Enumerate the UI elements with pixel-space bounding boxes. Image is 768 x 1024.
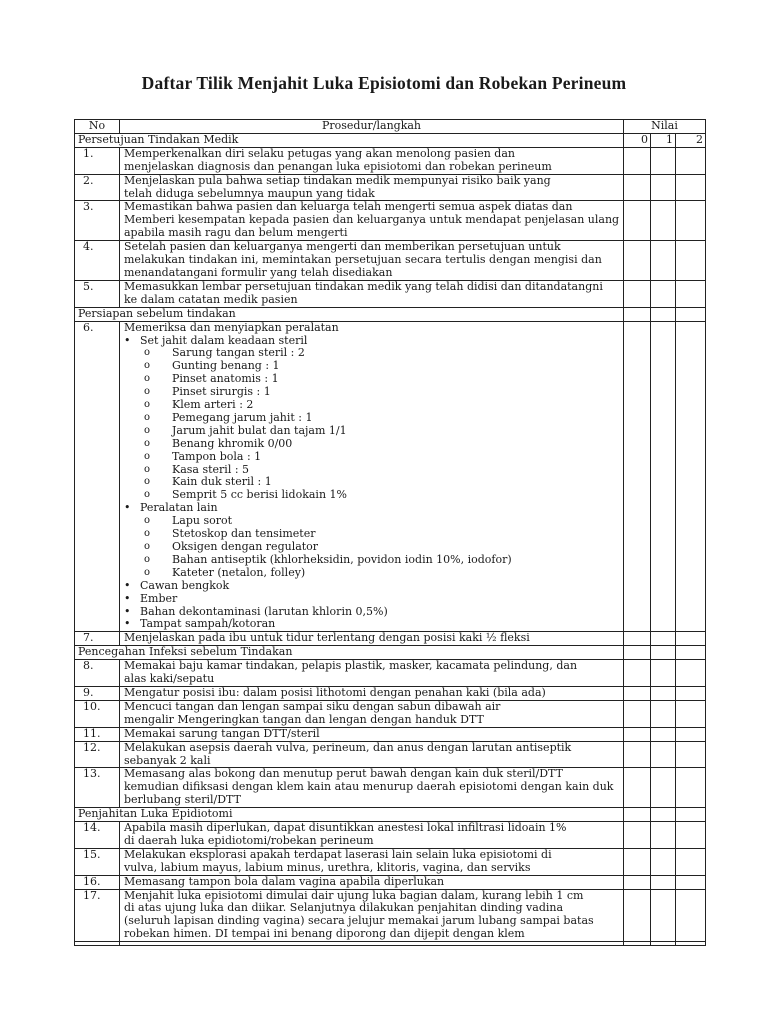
procedure-cell	[120, 875, 624, 889]
sub-bullet-item: o Kain duk steril : 1	[124, 476, 623, 489]
procedure-cell	[120, 700, 624, 727]
sub-bullet-item: o Jarum jahit bulat dan tajam 1/1	[124, 425, 623, 438]
score-cell[interactable]	[676, 741, 706, 768]
bullet-item: • Ember	[124, 593, 623, 606]
score-cell[interactable]	[651, 741, 676, 768]
score-cell[interactable]	[676, 875, 706, 889]
checklist-row	[75, 889, 706, 942]
checklist-row	[75, 321, 706, 632]
score-cell[interactable]	[624, 686, 651, 700]
procedure-cell	[120, 727, 624, 741]
procedure-line: sebanyak 2 kali	[124, 753, 211, 767]
score-cell[interactable]	[624, 280, 651, 307]
header-score: Nilai	[624, 120, 706, 134]
procedure-line: mengalir Mengeringkan tangan dan lengan dengan handuk DTT	[124, 712, 484, 726]
procedure-line: menjelaskan diagnosis dan penangan luka episiotomi dan robekan perineum	[124, 159, 552, 173]
procedure-cell	[120, 889, 624, 942]
procedure-line: Memperkenalkan diri selaku petugas yang akan menolong pasien dan	[124, 147, 515, 160]
sub-bullet-item: o Pinset sirurgis : 1	[124, 386, 623, 399]
row-number: 17.	[75, 889, 120, 942]
row-number: 11.	[75, 727, 120, 741]
score-label-1: 1	[651, 133, 676, 147]
procedure-line: Mencuci tangan dan lengan sampai siku dengan sabun dibawah air	[124, 700, 501, 713]
procedure-cell	[120, 147, 624, 174]
bullet-item: • Peralatan lain	[124, 502, 623, 515]
checklist-row	[75, 280, 706, 307]
score-cell[interactable]	[651, 727, 676, 741]
score-cell[interactable]	[624, 174, 651, 201]
procedure-cell	[120, 632, 624, 646]
procedure-line: di atas ujung luka dan diikar. Selanjutnya dilakukan penjahitan dinding vadina	[124, 901, 564, 915]
score-cell[interactable]	[676, 768, 706, 808]
score-cell[interactable]	[651, 632, 676, 646]
header-row	[75, 120, 706, 134]
score-cell[interactable]	[676, 808, 706, 822]
score-cell[interactable]	[676, 632, 706, 646]
sub-bullet-item: o Lapu sorot	[124, 515, 623, 528]
score-cell[interactable]	[676, 889, 706, 942]
procedure-line: Setelah pasien dan keluarganya mengerti dan memberikan persetujuan untuk	[124, 240, 561, 254]
procedure-line: Memastikan bahwa pasien dan keluarga telah mengerti semua aspek diatas dan	[124, 200, 573, 214]
row-number: 3.	[75, 201, 120, 241]
row-number: 14.	[75, 822, 120, 849]
section-title: Persetujuan Tindakan Medik	[75, 133, 624, 147]
row-number: 6.	[75, 321, 120, 632]
empty-row	[75, 942, 706, 946]
sub-bullet-item: o Benang khromik 0/00	[124, 438, 623, 451]
procedure-line: Menjelaskan pada ibu untuk tidur terlentang dengan posisi kaki ½ fleksi	[124, 631, 530, 645]
sub-bullet-item: o Semprit 5 cc berisi lidokain 1%	[124, 489, 623, 502]
row-number: 9.	[75, 686, 120, 700]
procedure-line: Memakai baju kamar tindakan, pelapis plastik, masker, kacamata pelindung, dan	[124, 659, 578, 673]
score-cell[interactable]	[651, 889, 676, 942]
empty-cell	[75, 942, 120, 946]
procedure-cell	[120, 768, 624, 808]
header-no: No	[75, 120, 120, 134]
procedure-line: ke dalam catatan medik pasien	[124, 292, 298, 306]
checklist-row	[75, 700, 706, 727]
procedure-line: Memasang tampon bola dalam vagina apabila diperlukan	[124, 875, 445, 888]
bullet-item: • Cawan bengkok	[124, 580, 623, 593]
procedure-line: Mengatur posisi ibu: dalam posisi lithotomi dengan penahan kaki (bila ada)	[124, 686, 546, 699]
score-cell[interactable]	[651, 700, 676, 727]
checklist-row	[75, 686, 706, 700]
score-cell[interactable]	[676, 646, 706, 660]
score-cell[interactable]	[676, 686, 706, 700]
score-cell[interactable]	[676, 280, 706, 307]
procedure-line: kemudian difiksasi dengan klem kain atau menurup daerah episiotomi dengan kain duk	[124, 780, 614, 794]
checklist-row	[75, 875, 706, 889]
procedure-line: Memberi kesempatan kepada pasien dan keluarganya untuk mendapat penjelasan ulang	[124, 213, 620, 227]
score-cell[interactable]	[676, 241, 706, 281]
document-title: Daftar Tilik Menjahit Luka Episiotomi dan Robekan Perineum	[141, 73, 627, 93]
procedure-cell	[120, 280, 624, 307]
score-cell[interactable]	[624, 889, 651, 942]
score-cell[interactable]	[651, 822, 676, 849]
procedure-line: Melakukan asepsis daerah vulva, perineum, dan anus dengan larutan antiseptik	[124, 741, 572, 754]
sub-bullet-item: o Kateter (netalon, folley)	[124, 567, 623, 580]
checklist-row	[75, 660, 706, 687]
sub-bullet-item: o Pinset anatomis : 1	[124, 373, 623, 386]
score-cell[interactable]	[624, 822, 651, 849]
procedure-line: robekan himen. DI tempai ini benang diporong dan dijepit dengan klem	[124, 927, 525, 941]
row-number: 13.	[75, 768, 120, 808]
section-title: Penjahitan Luka Epidiotomi	[75, 808, 624, 822]
score-cell[interactable]	[676, 822, 706, 849]
score-cell[interactable]	[676, 660, 706, 687]
row-number: 8.	[75, 660, 120, 687]
score-cell[interactable]	[651, 174, 676, 201]
score-cell[interactable]	[651, 768, 676, 808]
procedure-cell	[120, 686, 624, 700]
score-label-0: 0	[624, 133, 651, 147]
bullet-item: • Tampat sampah/kotoran	[124, 618, 623, 631]
procedure-cell	[120, 822, 624, 849]
score-cell[interactable]	[651, 147, 676, 174]
procedure-cell	[120, 241, 624, 281]
section-header-row	[75, 133, 706, 147]
row-number: 7.	[75, 632, 120, 646]
row-number: 1.	[75, 147, 120, 174]
checklist-row	[75, 741, 706, 768]
checklist-body	[75, 133, 706, 945]
row-number: 15.	[75, 848, 120, 875]
row-number: 2.	[75, 174, 120, 201]
sub-bullet-item: o Oksigen dengan regulator	[124, 541, 623, 554]
row-number: 10.	[75, 700, 120, 727]
row-number: 12.	[75, 741, 120, 768]
empty-cell	[676, 942, 706, 946]
procedure-line: apabila masih ragu dan belum mengerti	[124, 226, 348, 240]
sub-bullet-item: o Pemegang jarum jahit : 1	[124, 412, 623, 425]
score-cell[interactable]	[651, 875, 676, 889]
score-cell[interactable]	[676, 307, 706, 321]
procedure-line: telah diduga sebelumnya maupun yang tidak	[124, 186, 375, 200]
sub-bullet-item: o Sarung tangan steril : 2	[124, 347, 623, 360]
sub-bullet-item: o Klem arteri : 2	[124, 399, 623, 412]
procedure-line: Apabila masih diperlukan, dapat disuntikkan anestesi lokal infiltrasi lidoain 1%	[124, 821, 567, 835]
procedure-line: Melakukan eksplorasi apakah terdapat laserasi lain selain luka episiotomi di	[124, 848, 552, 861]
section-title: Persiapan sebelum tindakan	[75, 307, 624, 321]
procedure-cell	[120, 201, 624, 241]
procedure-line: alas kaki/sepatu	[124, 672, 215, 686]
sub-bullet-item: o Tampon bola : 1	[124, 451, 623, 464]
score-cell[interactable]	[624, 307, 651, 321]
score-cell[interactable]	[624, 632, 651, 646]
header-procedure: Prosedur/langkah	[120, 120, 624, 134]
empty-cell	[651, 942, 676, 946]
row-number: 4.	[75, 241, 120, 281]
section-header-row	[75, 808, 706, 822]
score-cell[interactable]	[624, 646, 651, 660]
section-header-row	[75, 646, 706, 660]
procedure-line: Memasang alas bokong dan menutup perut bawah dengan kain duk steril/DTT	[124, 767, 563, 781]
score-cell[interactable]	[624, 700, 651, 727]
score-cell[interactable]	[624, 848, 651, 875]
procedure-cell	[120, 741, 624, 768]
score-cell[interactable]	[624, 241, 651, 281]
score-cell[interactable]	[624, 768, 651, 808]
checklist-row	[75, 822, 706, 849]
score-cell[interactable]	[676, 848, 706, 875]
checklist-row	[75, 727, 706, 741]
score-cell[interactable]	[651, 307, 676, 321]
checklist-table	[74, 119, 706, 946]
score-cell[interactable]	[676, 727, 706, 741]
checklist-row	[75, 768, 706, 808]
checklist-row	[75, 201, 706, 241]
score-cell[interactable]	[624, 727, 651, 741]
checklist-row	[75, 848, 706, 875]
score-cell[interactable]	[651, 686, 676, 700]
score-cell[interactable]	[651, 321, 676, 632]
score-cell[interactable]	[651, 660, 676, 687]
procedure-line: berlubang steril/DTT	[124, 793, 241, 807]
section-title: Pencegahan Infeksi sebelum Tindakan	[75, 646, 624, 660]
procedure-line: menandatangani formulir yang telah disediakan	[124, 265, 393, 279]
score-cell[interactable]	[651, 201, 676, 241]
checklist-row	[75, 241, 706, 281]
procedure-line: Menjahit luka episiotomi dimulai dair ujung luka bagian dalam, kurang lebih 1 cm	[124, 889, 584, 902]
sub-bullet-item: o Kasa steril : 5	[124, 464, 623, 477]
score-cell[interactable]	[651, 646, 676, 660]
procedure-line: di daerah luka epidiotomi/robekan perineum	[124, 833, 374, 847]
empty-cell	[624, 942, 651, 946]
sub-bullet-item: o Gunting benang : 1	[124, 360, 623, 373]
score-cell[interactable]	[651, 808, 676, 822]
bullet-item: • Bahan dekontaminasi (larutan khlorin 0,5%)	[124, 606, 623, 619]
procedure-line: melakukan tindakan ini, memintakan persetujuan secara tertulis dengan mengisi dan	[124, 253, 602, 267]
procedure-cell	[120, 848, 624, 875]
checklist-row	[75, 632, 706, 646]
score-label-2: 2	[676, 133, 706, 147]
score-cell[interactable]	[651, 848, 676, 875]
procedure-line: vulva, labium mayus, labium minus, urethra, klitoris, vagina, dan serviks	[124, 860, 531, 874]
checklist-row	[75, 147, 706, 174]
score-cell[interactable]	[624, 741, 651, 768]
score-cell[interactable]	[676, 700, 706, 727]
procedure-cell	[120, 321, 624, 632]
score-cell[interactable]	[651, 241, 676, 281]
procedure-line: Memakai sarung tangan DTT/steril	[124, 727, 320, 740]
bullet-item: • Set jahit dalam keadaan steril	[124, 335, 623, 348]
score-cell[interactable]	[624, 660, 651, 687]
checklist-row	[75, 174, 706, 201]
score-cell[interactable]	[676, 201, 706, 241]
score-cell[interactable]	[676, 174, 706, 201]
section-header-row	[75, 307, 706, 321]
score-cell[interactable]	[624, 808, 651, 822]
score-cell[interactable]	[624, 147, 651, 174]
score-cell[interactable]	[624, 201, 651, 241]
procedure-line: (seluruh lapisan dinding vagina) secara jelujur memakai jarum lubang sampai batas	[124, 914, 594, 928]
procedure-line: Menjelaskan pula bahwa setiap tindakan medik mempunyai risiko baik yang	[124, 174, 551, 187]
procedure-cell	[120, 174, 624, 201]
row-number: 16.	[75, 875, 120, 889]
score-cell[interactable]	[624, 321, 651, 632]
empty-cell	[120, 942, 624, 946]
sub-bullet-item: o Bahan antiseptik (khlorheksidin, povidon iodin 10%, iodofor)	[124, 554, 623, 567]
procedure-line: Memasukkan lembar persetujuan tindakan medik yang telah didisi dan ditandatangni	[124, 280, 603, 293]
row-number: 5.	[75, 280, 120, 307]
score-cell[interactable]	[624, 875, 651, 889]
sub-bullet-item: o Stetoskop dan tensimeter	[124, 528, 623, 541]
score-cell[interactable]	[676, 321, 706, 632]
score-cell[interactable]	[676, 147, 706, 174]
procedure-line: Memeriksa dan menyiapkan peralatan	[124, 321, 339, 334]
procedure-cell	[120, 660, 624, 687]
score-cell[interactable]	[651, 280, 676, 307]
